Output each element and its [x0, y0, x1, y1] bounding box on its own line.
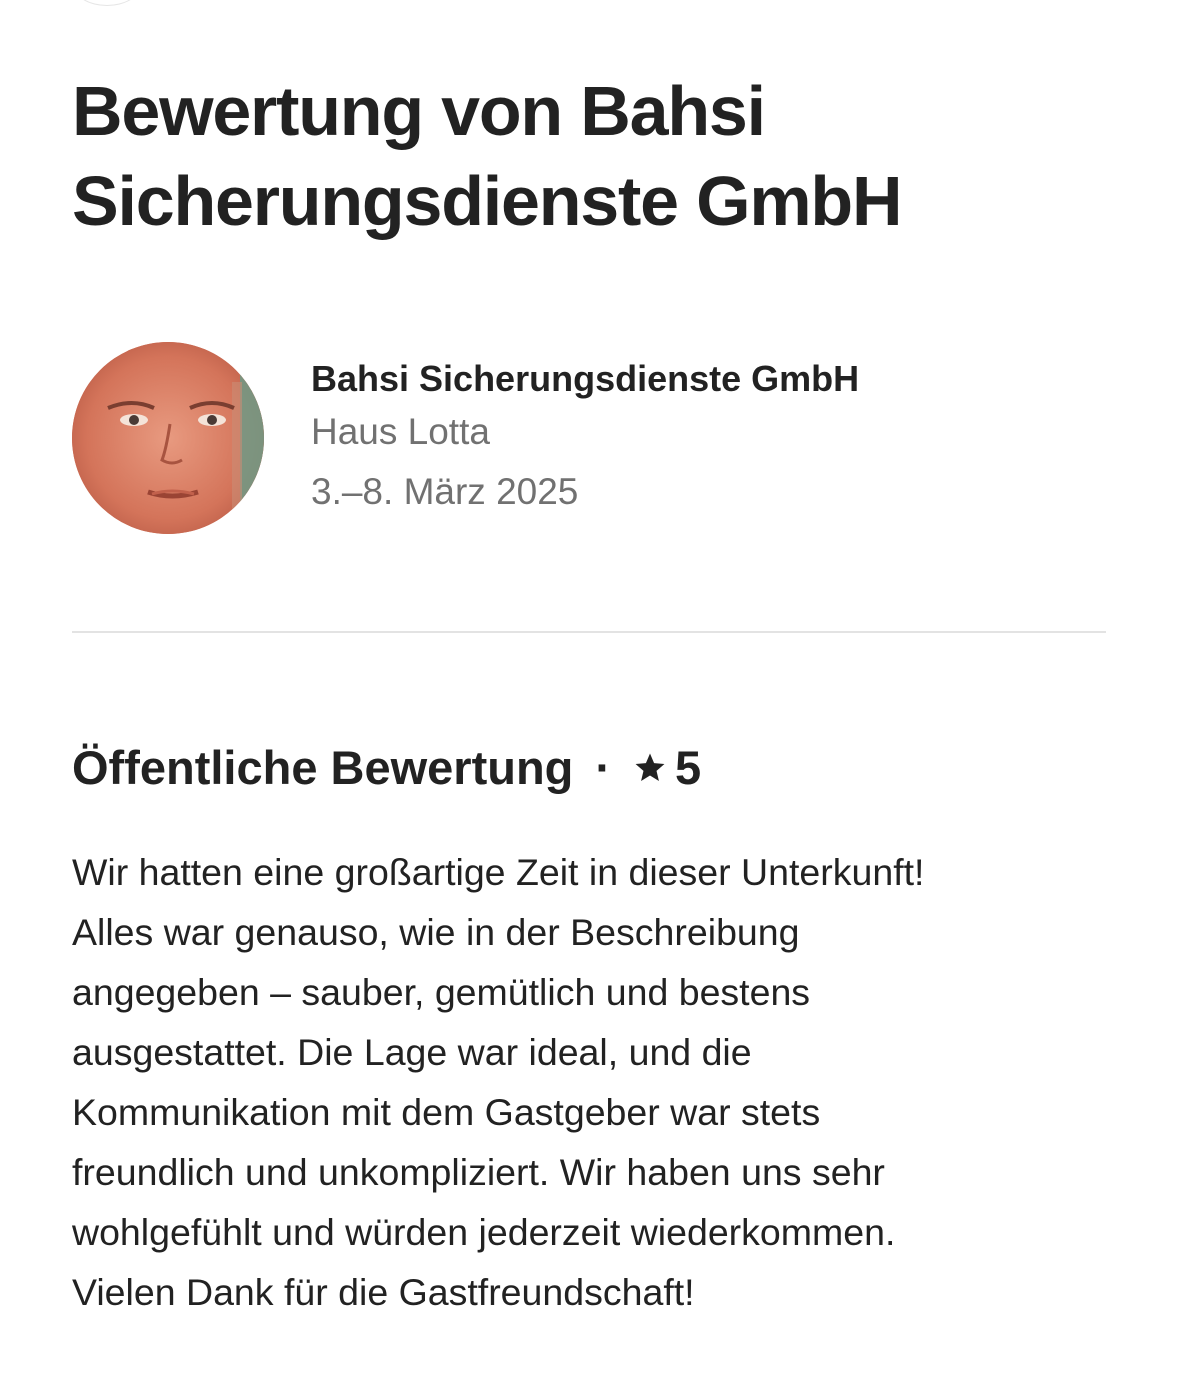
reviewer-name: Bahsi Sicherungsdienste GmbH — [311, 358, 860, 399]
review-heading-label: Öffentliche Bewertung — [72, 741, 574, 794]
separator-dot: · — [595, 741, 612, 794]
divider — [72, 631, 1106, 633]
reviewer-info — [311, 356, 859, 522]
page-title: Bewertung von Bahsi Sicherungsdienste GmbH — [72, 72, 902, 240]
stay-dates: 3.–8. März 2025 — [311, 471, 579, 512]
review-text: Wir hatten eine großartige Zeit in dieser Unterkunft! Alles war genauso, wie in der Beschreibung angegeben – sauber, gemütlich und bestens ausgestattet. Die Lage war ideal, und die Kommunikation mit dem Gastgeber war stets freundlich und unkompliziert. Wir haben uns sehr wohlgefühlt und würden jederzeit wiederkommen. Vielen Dank für die Gastfreundschaft! — [72, 851, 925, 1313]
rating-value: 5 — [675, 741, 702, 794]
reviewer-section — [72, 342, 1112, 536]
review-heading — [72, 738, 701, 798]
listing-name: Haus Lotta — [311, 411, 490, 452]
top-nav-button-partial[interactable] — [74, 0, 140, 6]
profile-photo-icon — [72, 342, 264, 534]
reviewer-avatar[interactable] — [72, 342, 264, 534]
star-icon — [633, 751, 667, 785]
